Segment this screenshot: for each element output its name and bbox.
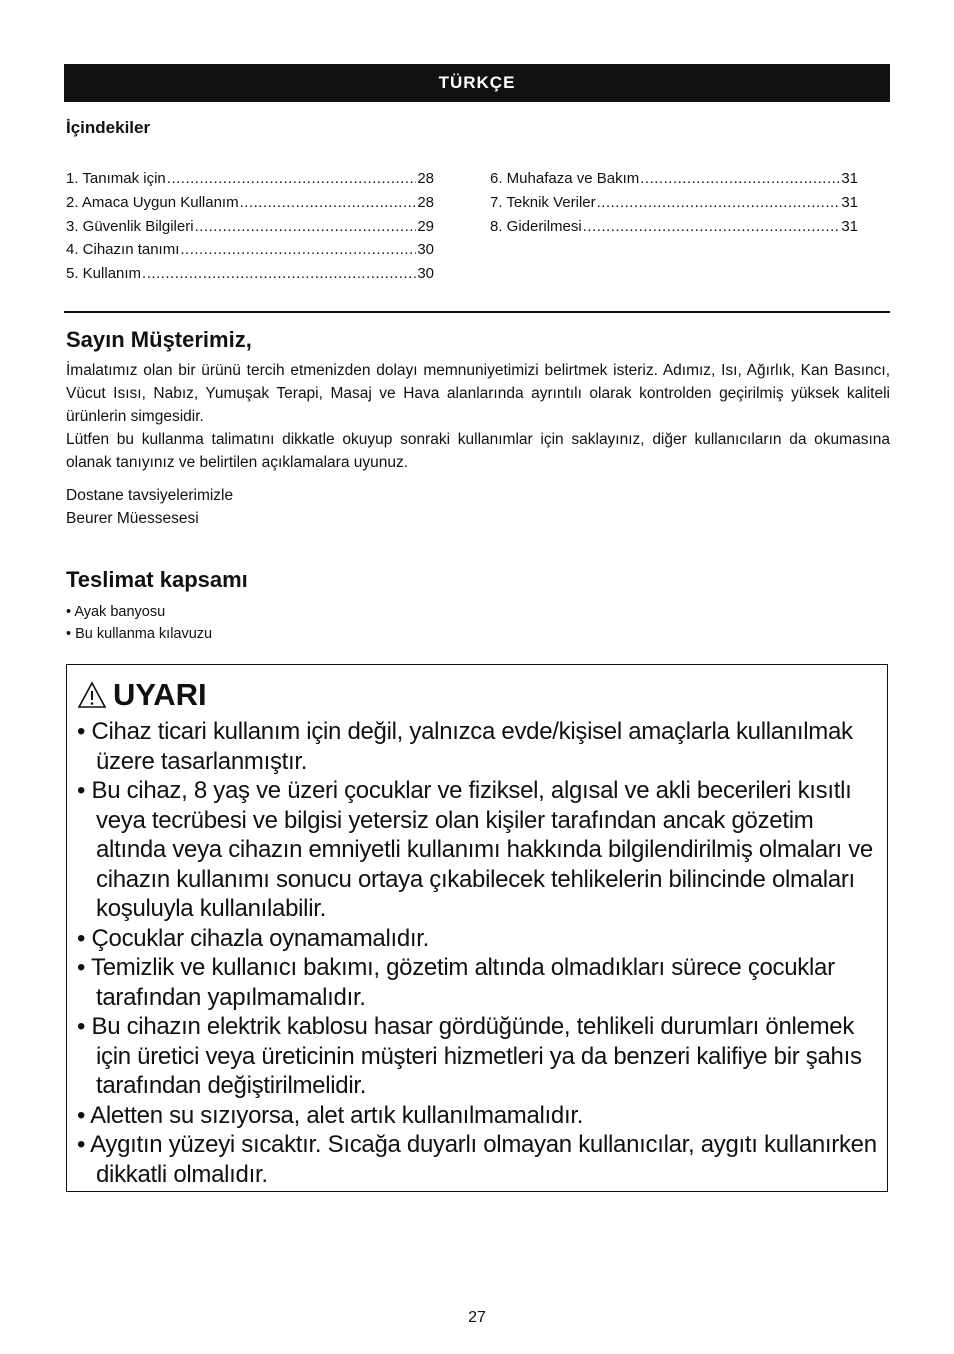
toc-entry[interactable] [66,191,434,215]
toc-entry-page: 30 [417,265,434,283]
section-divider [64,311,890,313]
toc-leader [167,167,417,191]
toc-entry-label: 7. Teknik Veriler [490,193,596,211]
greeting-closing: Dostane tavsiyelerimizle [66,487,234,504]
toc-entry-page: 30 [417,241,434,259]
toc-leader [597,191,841,215]
warning-item: • Bu cihaz, 8 yaş ve üzeri çocuklar ve fiziksel, algısal ve akli becerileri kısıtlı veya tecrübesi ve bilgisi yetersiz olan kişiler tarafından ancak gözetim altında veya cihazın emniyetli kullanımı hakkında bilgilendirilmiş olmaları ve cihazın kullanımı sonucu ortaya çıkabilecek tehlikelerin bilincinde olmaları koşuluyla kullanılabilir. [77,776,885,924]
toc-entry-label: 4. Cihazın tanımı [66,241,180,259]
toc-leader [142,262,416,286]
warning-item: • Cihaz ticari kullanım için değil, yalnızca evde/kişisel amaçlarla kullanılmak üzere tasarlanmıştır. [77,717,885,776]
warning-item: • Çocuklar cihazla oynamamalıdır. [77,924,885,954]
toc-entry[interactable] [66,262,434,286]
delivery-heading: Teslimat kapsamı [66,567,248,592]
toc-leader [583,215,841,239]
toc-entry[interactable] [490,191,858,215]
toc-entry-page: 29 [417,217,434,235]
warning-list [77,717,885,1189]
toc-entry-label: 2. Amaca Uygun Kullanım [66,193,239,211]
toc-entry-page: 28 [417,193,434,211]
toc-leader [240,191,417,215]
toc-leader [180,238,416,262]
toc-entry-page: 31 [841,217,858,235]
toc-entry[interactable] [66,215,434,239]
toc-leader [195,215,417,239]
warning-item: • Bu cihazın elektrik kablosu hasar gördüğünde, tehlikeli durumları önlemek için üretici veya üreticinin müşteri hizmetleri ya da benzeri kalifiye bir şahıs tarafından değiştirilmelidir. [77,1012,885,1101]
warning-item: • Aletten su sızıyorsa, alet artık kullanılmamalıdır. [77,1101,885,1131]
toc-entry-label: 5. Kullanım [66,265,142,283]
toc-entry-label: 3. Güvenlik Bilgileri [66,217,194,235]
toc-title: İçindekiler [66,118,151,137]
warning-box [66,664,888,1192]
greeting-body [66,359,890,474]
warning-title-text: UYARI [113,677,207,712]
toc-entry-label: 8. Giderilmesi [490,217,582,235]
toc-entry-page: 28 [417,170,434,187]
warning-triangle-icon [77,681,107,709]
warning-title [77,677,207,713]
page-number: 27 [468,1309,486,1326]
toc-entry[interactable] [490,215,858,239]
toc-entry-label: 6. Muhafaza ve Bakım [490,170,640,187]
toc-entry-label: 1. Tanımak için [66,170,166,187]
list-item: • Bu kullanma kılavuzu [66,623,212,645]
toc-column-left [66,167,434,286]
language-header [64,64,890,102]
toc-column-right [490,167,858,238]
warning-item: • Temizlik ve kullanıcı bakımı, gözetim altında olmadıkları sürece çocuklar tarafından yapılmamalıdır. [77,953,885,1012]
greeting-heading: Sayın Müşterimiz, [66,327,252,352]
language-label: TÜRKÇE [438,73,516,92]
greeting-paragraph: Lütfen bu kullanma talimatını dikkatle okuyup sonraki kullanımlar için saklayınız, diğer kullanıcıların da okumasına olanak tanıyınız ve belirtilen açıklamalara uyunuz. [66,431,890,471]
toc-entry[interactable] [66,238,434,262]
list-item: • Ayak banyosu [66,601,212,623]
delivery-list [66,601,212,645]
toc-entry-page: 31 [841,170,858,187]
warning-item: • Aygıtın yüzeyi sıcaktır. Sıcağa duyarlı olmayan kullanıcılar, aygıtı kullanırken dikkatli olmalıdır. [77,1130,885,1189]
toc-leader [640,167,840,191]
greeting-signature: Beurer Müessesesi [66,510,199,527]
toc-entry[interactable] [66,167,434,191]
greeting-paragraph: İmalatımız olan bir ürünü tercih etmenizden dolayı memnuniyetimizi belirtmek isteriz. Adımız, Isı, Ağırlık, Kan Basıncı, Vücut Isısı, Nabız, Yumuşak Terapi, Masaj ve Hava alanlarında ayrıntılı olarak kontrolden geçirilmiş yüksek kaliteli ürünlerin simgesidir. [66,362,890,425]
toc-entry[interactable] [490,167,858,191]
toc-entry-page: 31 [841,193,858,211]
greeting-closing-block [66,484,233,530]
